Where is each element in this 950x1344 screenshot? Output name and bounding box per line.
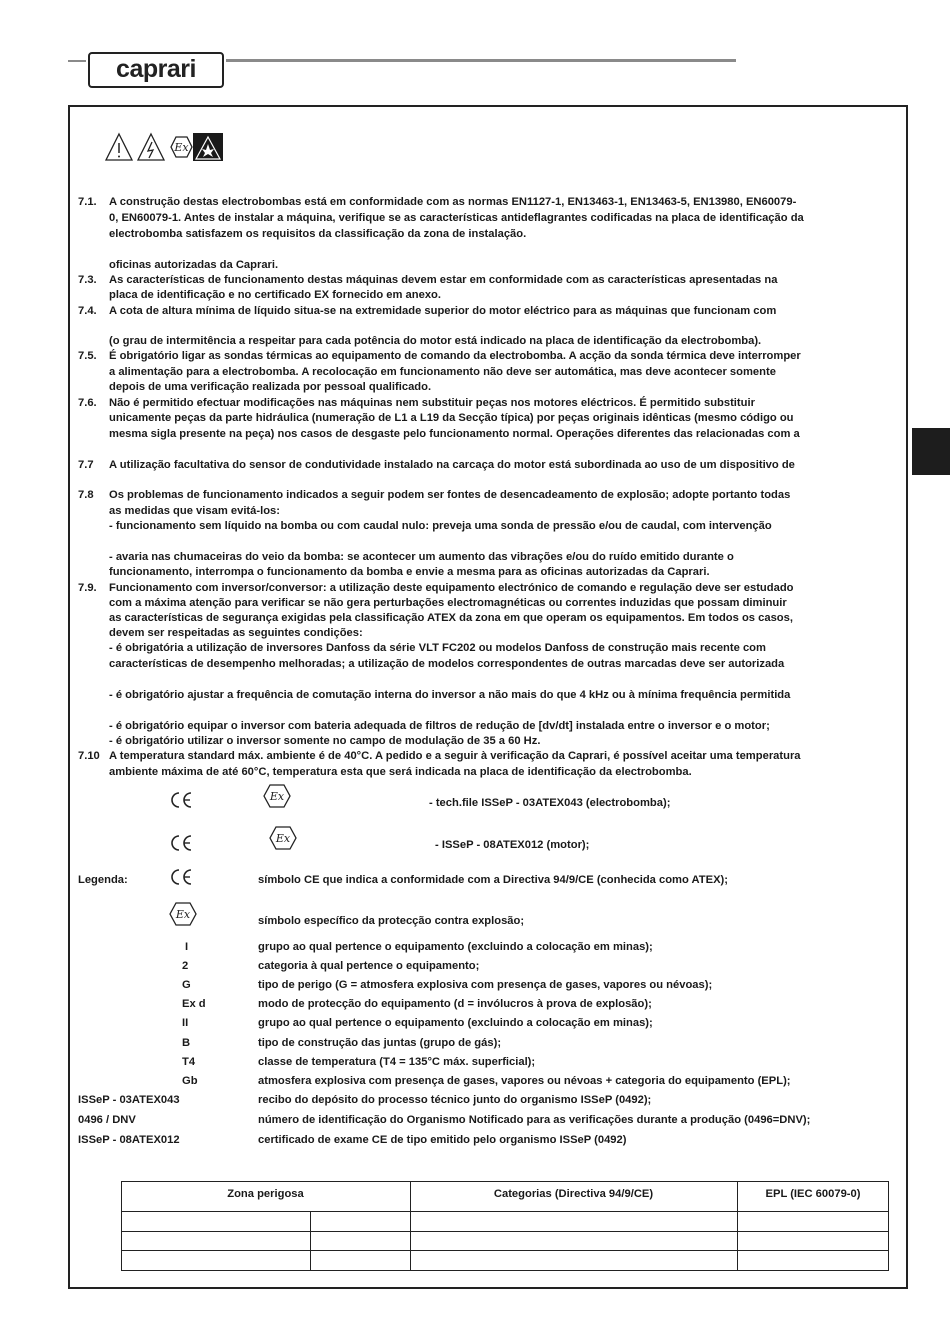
text-line: A utilização facultativa do sensor de condutividade instalado na carcaça do motor está subordinada ao uso de um dispositivo de bbox=[109, 459, 795, 471]
legend-ref-code: ISSeP - 08ATEX012 bbox=[78, 1134, 180, 1146]
table-header-epl: EPL (IEC 60079-0) bbox=[765, 1188, 861, 1200]
motor-file: - ISSeP - 08ATEX012 (motor); bbox=[435, 839, 590, 851]
text-line: 0, EN60079-1. Antes de instalar a máquina, verifique se as características antideflagrantes codificadas na placa de identificação da bbox=[109, 212, 804, 224]
header-rule-left bbox=[68, 60, 86, 62]
explosion-hazard-icon bbox=[193, 133, 223, 161]
text-line: - é obrigatório equipar o inversor com bateria adequada de filtros de redução de [dv/dt] instalada entre o inversor e o motor; bbox=[109, 720, 770, 732]
legend-code: Ex d bbox=[182, 998, 206, 1010]
ce-mark-icon bbox=[168, 867, 194, 887]
svg-text:Ex: Ex bbox=[174, 141, 189, 154]
legend-ref-desc: certificado de exame CE de tipo emitido pelo organismo ISSeP (0492) bbox=[258, 1134, 627, 1146]
text-line: electrobomba satisfazem os requisitos da classificação da zona de instalação. bbox=[109, 228, 527, 240]
legend-desc: grupo ao qual pertence o equipamento (excluindo a colocação em minas); bbox=[258, 1017, 653, 1029]
table-row-divider bbox=[121, 1250, 889, 1251]
text-line: (o grau de intermitência a respeitar para cada potência do motor está indicado na placa de identificação da electrobomba). bbox=[109, 335, 762, 347]
legend-code: Gb bbox=[182, 1075, 198, 1087]
text-line: as medidas que visam evitá-los: bbox=[109, 505, 280, 517]
text-line: Não é permitido efectuar modificações nas máquinas nem substituir peças nos motores eléctricos. É permitido substituir bbox=[109, 397, 755, 409]
text-line: placa de identificação e no certificado EX fornecido em anexo. bbox=[109, 289, 441, 301]
legend-desc: grupo ao qual pertence o equipamento (excluindo a colocação em minas); bbox=[258, 941, 653, 953]
legend-ref-desc: número de identificação do Organismo Notificado para as verificações durante a produção (0496=DNV); bbox=[258, 1114, 811, 1126]
header-rule-right bbox=[226, 59, 736, 62]
legend-desc: categoria à qual pertence o equipamento; bbox=[258, 960, 480, 972]
logo-text: caprari bbox=[116, 55, 196, 83]
text-line: devem ser respeitadas as seguintes condições: bbox=[109, 627, 363, 639]
svg-text:Ex: Ex bbox=[275, 832, 291, 845]
text-line: - é obrigatório ajustar a frequência de comutação interna do inversor a não mais do que 4 kHz ou à mínima frequência permitida bbox=[109, 689, 791, 701]
section-number: 7.8 bbox=[78, 489, 94, 501]
text-line: Os problemas de funcionamento indicados a seguir podem ser fontes de desencadeamento de explosão; adopte portanto todas bbox=[109, 489, 791, 501]
legend-code: B bbox=[182, 1037, 191, 1049]
text-line: características de desempenho melhoradas; a utilização de modelos correspondentes de outras marcadas deve ser autorizada bbox=[109, 658, 785, 670]
legend-code: I bbox=[185, 941, 189, 953]
ce-mark-icon bbox=[168, 790, 194, 810]
text-line: A temperatura standard máx. ambiente é de 40°C. A pedido e a seguir à verificação da Caprari, é possível aceitar uma temperatura bbox=[109, 750, 801, 762]
text-line: depois de uma verificação realizada por pessoal qualificado. bbox=[109, 381, 432, 393]
table-row-divider bbox=[121, 1211, 889, 1212]
legend-ce-desc: símbolo CE que indica a conformidade com a Directiva 94/9/CE (conhecida como ATEX); bbox=[258, 874, 728, 886]
ex-hexagon-icon bbox=[168, 901, 198, 927]
section-number: 7.6. bbox=[78, 397, 97, 409]
ex-hexagon-icon bbox=[268, 825, 298, 851]
caprari-logo bbox=[88, 52, 224, 88]
table-row-divider bbox=[121, 1231, 889, 1232]
svg-text:Ex: Ex bbox=[269, 790, 285, 803]
text-line: oficinas autorizadas da Caprari. bbox=[109, 259, 279, 271]
text-line: ambiente máxima de até 60°C, temperatura esta que será indicada na placa de identificação da electrobomba. bbox=[109, 766, 692, 778]
text-line: As características de funcionamento destas máquinas devem estar em conformidade com as características apresentadas na bbox=[109, 274, 778, 286]
text-line: Funcionamento com inversor/conversor: a utilização deste equipamento electrónico de comando e regulação deve ser estudado bbox=[109, 582, 794, 594]
text-line: as características de segurança exigidas pela classificação ATEX da zona em que operam os equipamentos. Em todos os casos, bbox=[109, 612, 793, 624]
legend-desc: modo de protecção do equipamento (d = invólucros à prova de explosão); bbox=[258, 998, 652, 1010]
pump-tech-file: - tech.file ISSeP - 03ATEX043 (electrobomba); bbox=[429, 797, 671, 809]
table-header-categories: Categorias (Directiva 94/9/CE) bbox=[493, 1188, 654, 1200]
legend-code: T4 bbox=[182, 1056, 196, 1068]
section-number: 7.1. bbox=[78, 196, 97, 208]
svg-text:Ex: Ex bbox=[175, 908, 191, 921]
text-line: a alimentação para a electrobomba. A recolocação em funcionamento não deve ser automática, mas deve acontecer somente bbox=[109, 366, 776, 378]
legend-desc: classe de temperatura (T4 = 135°C máx. superficial); bbox=[258, 1056, 536, 1068]
text-line: - é obrigatória a utilização de inversores Danfoss da série VLT FC202 ou modelos Danfoss de construção mais recente com bbox=[109, 642, 766, 654]
text-line: com a máxima atenção para verificar se não gera perturbações electromagnéticas ou correntes induzidas que possam diminuir bbox=[109, 597, 787, 609]
legend-desc: tipo de perigo (G = atmosfera explosiva com presença de gases, vapores ou névoas); bbox=[258, 979, 713, 991]
legend-code: G bbox=[182, 979, 191, 991]
text-line: A construção destas electrobombas está em conformidade com as normas EN1127-1, EN13463-1, EN13463-5, EN13980, EN60079- bbox=[109, 196, 797, 208]
ex-hexagon-icon bbox=[171, 137, 192, 157]
legend-code: 2 bbox=[182, 960, 189, 972]
section-number: 7.5. bbox=[78, 350, 97, 362]
text-line: - funcionamento sem líquido na bomba ou com caudal nulo: preveja uma sonda de pressão e/ou de caudal, com intervenção bbox=[109, 520, 772, 532]
warning-triangle-icon bbox=[106, 134, 132, 160]
ex-hexagon-icon bbox=[262, 783, 292, 809]
warning-icons bbox=[104, 132, 224, 162]
section-number: 7.10 bbox=[78, 750, 100, 762]
legend-ex-desc: símbolo específico da protecção contra explosão; bbox=[258, 915, 525, 927]
legend-code: II bbox=[182, 1017, 189, 1029]
legend-ref-code: 0496 / DNV bbox=[78, 1114, 136, 1126]
legend-ref-desc: recibo do depósito do processo técnico junto do organismo ISSeP (0492); bbox=[258, 1094, 652, 1106]
text-line: A cota de altura mínima de líquido situa-se na extremidade superior do motor eléctrico para as máquinas que funcionam com bbox=[109, 305, 777, 317]
section-number: 7.9. bbox=[78, 582, 97, 594]
text-line: É obrigatório ligar as sondas térmicas ao equipamento de comando da electrobomba. A acção da sonda térmica deve interromper bbox=[109, 350, 801, 362]
electric-hazard-icon bbox=[138, 134, 164, 160]
ce-mark-icon bbox=[168, 833, 194, 853]
text-line: unicamente peças da parte hidráulica (numeração de L1 a L19 da Secção típica) por peças originais idênticas (mesmo código ou bbox=[109, 412, 794, 424]
legend-ref-code: ISSeP - 03ATEX043 bbox=[78, 1094, 180, 1106]
section-number: 7.7 bbox=[78, 459, 94, 471]
text-line: mesma sigla presente na peça) nos casos de desgaste pelo funcionamento normal. Operações diferentes das relacionadas com a bbox=[109, 428, 800, 440]
table-col-divider bbox=[310, 1211, 311, 1271]
section-number: 7.3. bbox=[78, 274, 97, 286]
text-line: - avaria nas chumaceiras do veio da bomba: se acontecer um aumento das vibrações e/ou do ruído emitido durante o bbox=[109, 551, 734, 563]
table-header-zone: Zona perigosa bbox=[227, 1188, 304, 1200]
legend-desc: atmosfera explosiva com presença de gases, vapores ou névoas + categoria do equipamento (EPL); bbox=[258, 1075, 791, 1087]
section-number: 7.4. bbox=[78, 305, 97, 317]
text-line: - é obrigatório utilizar o inversor somente no campo de modulação de 35 a 60 Hz. bbox=[109, 735, 541, 747]
section-tab-marker bbox=[912, 428, 950, 475]
text-line: funcionamento, interrompa o funcionamento da bomba e envie a mesma para as oficinas autorizadas da Caprari. bbox=[109, 566, 710, 578]
legend-desc: tipo de construção das juntas (grupo de gás); bbox=[258, 1037, 502, 1049]
legend-title: Legenda: bbox=[78, 874, 128, 886]
